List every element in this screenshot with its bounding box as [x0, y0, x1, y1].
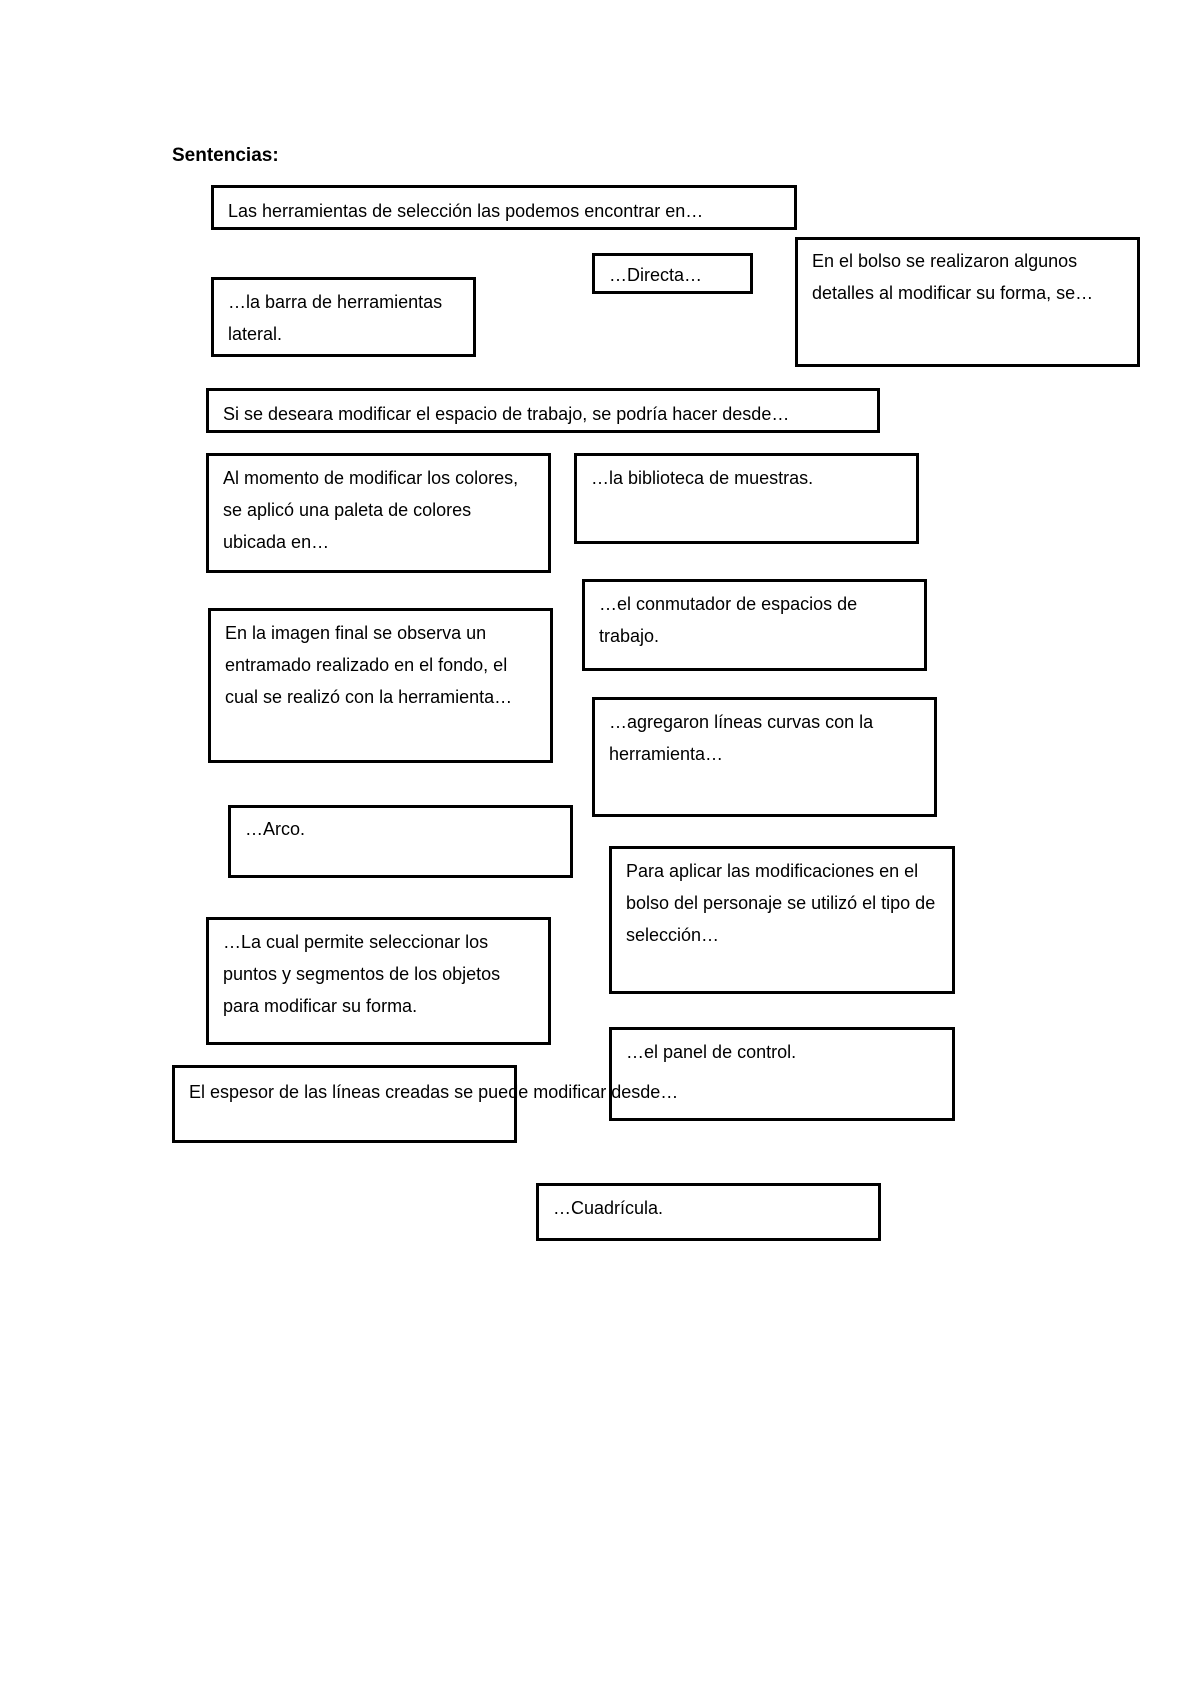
sentence-box-arc: …Arco. [228, 805, 573, 878]
sentence-box-color-palette: Al momento de modificar los colores, se aplicó una paleta de colores ubicada en… [206, 453, 551, 573]
sentence-box-direct: …Directa… [592, 253, 753, 294]
sentence-box-bag-details: En el bolso se realizaron algunos detalles al modificar su forma, se… [795, 237, 1140, 367]
sentence-box-line-thickness: El espesor de las líneas creadas se puede modificar desde… [172, 1065, 517, 1143]
page-heading: Sentencias: [172, 145, 279, 166]
sentence-box-control-panel: …el panel de control. [609, 1027, 955, 1121]
sentence-box-workspace-switcher: …el conmutador de espacios de trabajo. [582, 579, 927, 671]
sentence-box-points-segments: …La cual permite seleccionar los puntos y segmentos de los objetos para modificar su forma. [206, 917, 551, 1045]
sentence-box-background-pattern: En la imagen final se observa un entramado realizado en el fondo, el cual se realizó con la herramienta… [208, 608, 553, 763]
sentence-box-side-toolbar: …la barra de herramientas lateral. [211, 277, 476, 357]
sentence-box-swatch-library: …la biblioteca de muestras. [574, 453, 919, 544]
sentence-box-selection-type: Para aplicar las modificaciones en el bolso del personaje se utilizó el tipo de selección… [609, 846, 955, 994]
sentence-box-workspace: Si se deseara modificar el espacio de trabajo, se podría hacer desde… [206, 388, 880, 433]
sentence-box-curved-lines: …agregaron líneas curvas con la herramienta… [592, 697, 937, 817]
sentence-box-grid: …Cuadrícula. [536, 1183, 881, 1241]
sentence-box-selection-tools: Las herramientas de selección las podemos encontrar en… [211, 185, 797, 230]
